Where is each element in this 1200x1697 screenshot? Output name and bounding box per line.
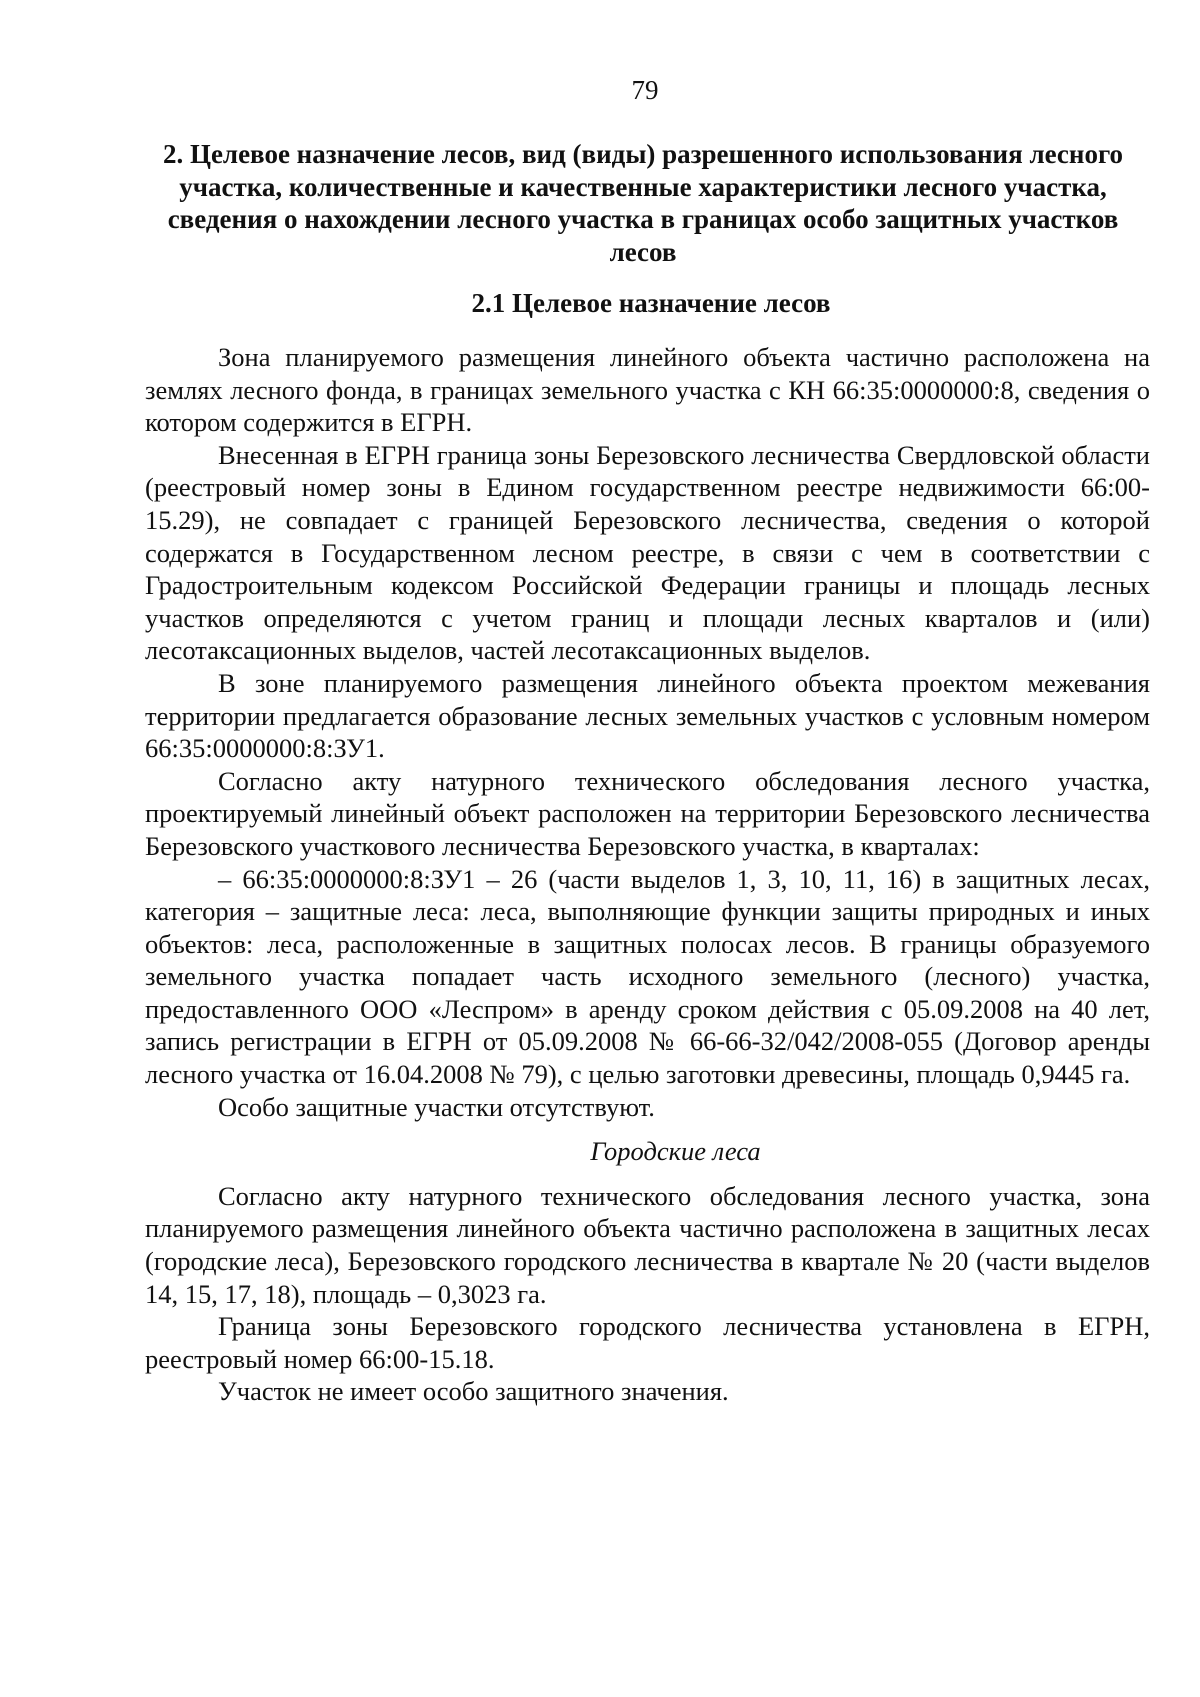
- section-heading: 2. Целевое назначение лесов, вид (виды) разрешенного использования лесного участка, количественные и качественные характеристики лесного участка, сведения о нахождении лесного участка в границах особо защитных участков лесов: [162, 139, 1124, 267]
- paragraph: В зоне планируемого размещения линейного объекта проектом межевания территории предлагается образование лесных земельных участков с условным номером 66:35:0000000:8:ЗУ1.: [145, 667, 1150, 764]
- section-title-italic: Городские леса: [590, 1136, 761, 1167]
- paragraph: Особо защитные участки отсутствуют.: [218, 1091, 655, 1122]
- body-text: [145, 341, 1150, 1408]
- paragraph: Внесенная в ЕГРН граница зоны Березовского лесничества Свердловской области (реестровый номер зоны в Едином государственном реестре недвижимости 66:00-15.29), не совпадает с границей Березовского лесничества, сведения о которой содержатся в Государственном лесном реестре, в связи с чем в соответствии с Градостроительным кодексом Российской Федерации границы и площадь лесных участков определяются с учетом границ и площади лесных кварталов и (или) лесотаксационных выделов, частей лесотаксационных выделов.: [145, 439, 1150, 666]
- paragraph: Граница зоны Березовского городского лесничества установлена в ЕГРН, реестровый номер 66:00-15.18.: [145, 1311, 1150, 1374]
- list-item: – 66:35:0000000:8:ЗУ1 – 26 (части выделов 1, 3, 10, 11, 16) в защитных лесах, категория – защитные леса: леса, выполняющие функции защиты природных и иных объектов: леса, расположенные в защитных полосах лесов. В границы образуемого земельного участка попадает часть исходного земельного (лесного) участка, предоставленного ООО «Леспром» в аренду сроком действия с 05.09.2008 на 40 лет, запись регистрации в ЕГРН от 05.09.2008 № 66-66-32/042/2008-055 (Договор аренды лесного участка от 16.04.2008 № 79), с целью заготовки древесины, площадь 0,9445 га.: [145, 863, 1150, 1090]
- paragraph: Участок не имеет особо защитного значения.: [218, 1376, 729, 1407]
- paragraph: Зона планируемого размещения линейного объекта частично расположена на землях лесного фонда, в границах земельного участка с КН 66:35:0000000:8, сведения о котором содержится в ЕГРН.: [145, 342, 1150, 438]
- paragraph: Согласно акту натурного технического обследования лесного участка, зона планируемого размещения линейного объекта частично расположена в защитных лесах (городские леса), Березовского городского лесничества в квартале № 20 (части выделов 14, 15, 17, 18), площадь – 0,3023 га.: [145, 1180, 1150, 1309]
- paragraph: Согласно акту натурного технического обследования лесного участка, проектируемый линейный объект расположен на территории Березовского лесничества Березовского участкового лесничества Березовского участка, в кварталах:: [145, 765, 1150, 861]
- page-number: 79: [631, 75, 659, 105]
- subsection-heading: 2.1 Целевое назначение лесов: [471, 288, 831, 318]
